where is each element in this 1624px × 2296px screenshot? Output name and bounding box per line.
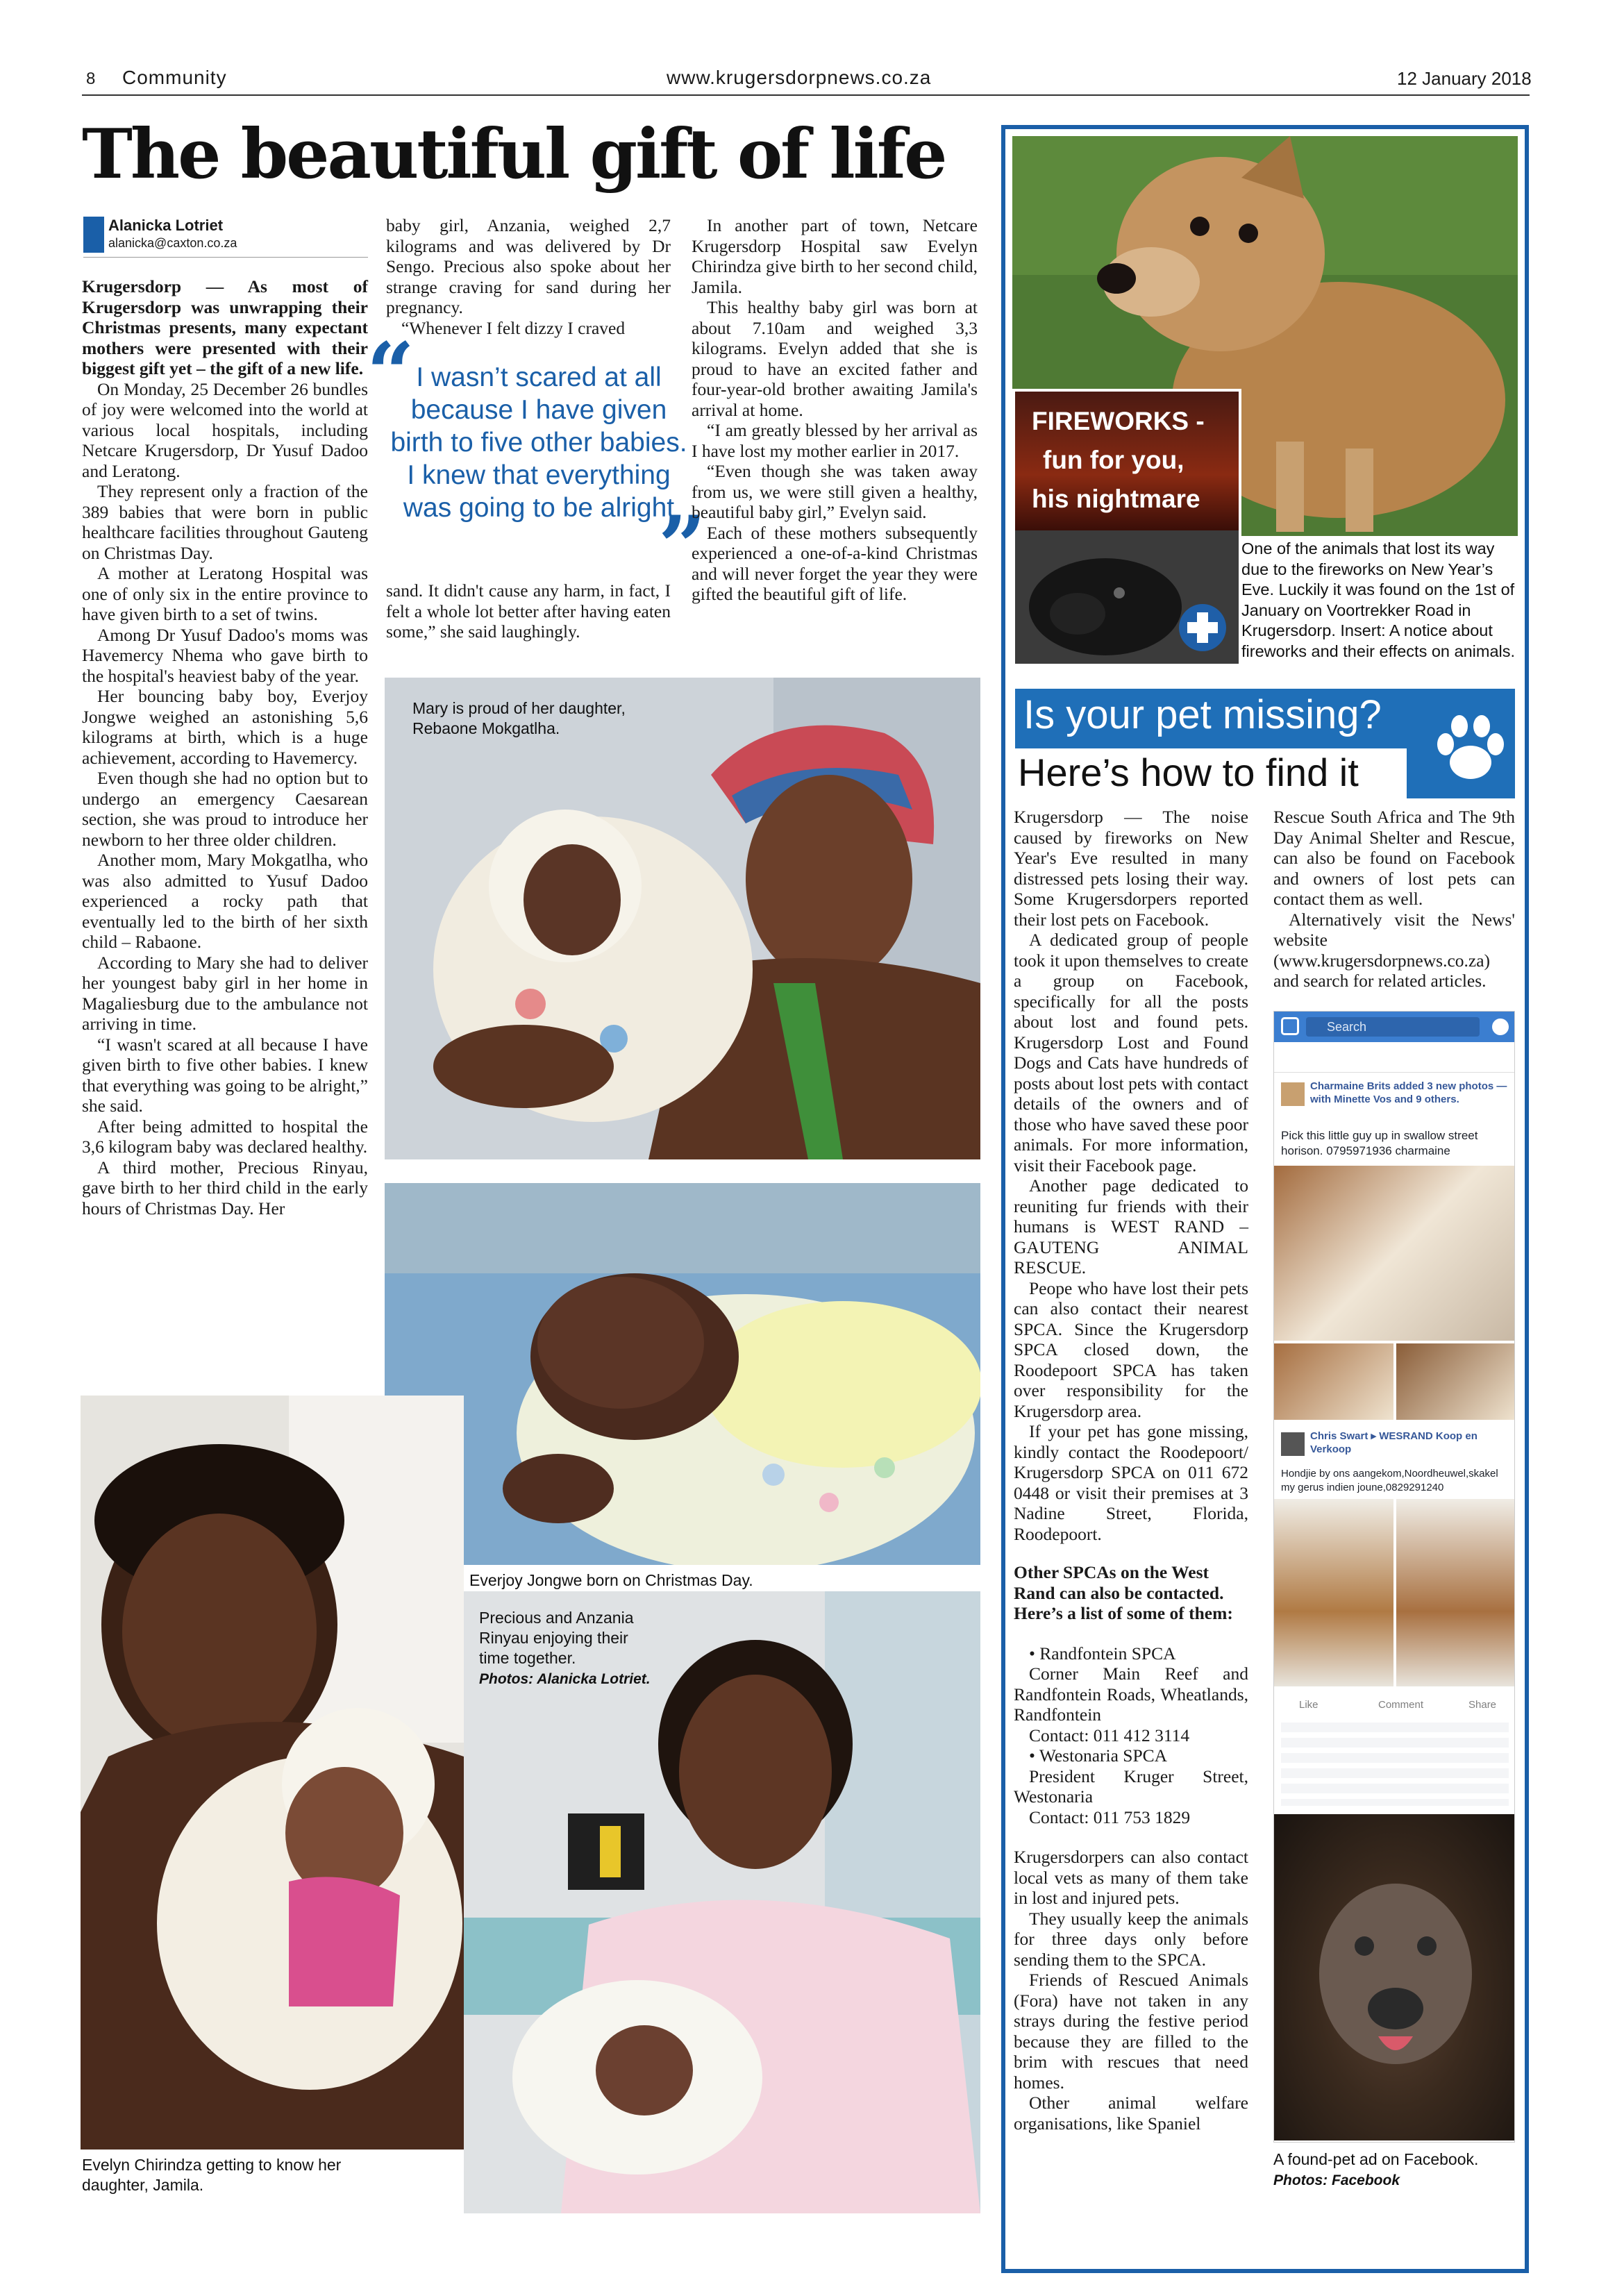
fireworks-line-2: fun for you,	[1043, 446, 1184, 474]
sidebar-col2-paragraph: Alternatively visit the News' website (www.krugersdorpnews.co.za) and search for related articles.	[1273, 909, 1515, 991]
fb-share-button[interactable]: Share	[1468, 1699, 1497, 1711]
spca-randfontein-contact: Contact: 011 412 3114	[1029, 1725, 1190, 1745]
article-col1-paragraph: They represent only a fraction of the 389 babies that were born in public healthcare facilities throughout Gauteng on Christmas Day.	[82, 481, 368, 563]
caption-everjoy: Everjoy Jongwe born on Christmas Day.	[469, 1571, 753, 1589]
banner-subtitle: Here’s how to find it	[1018, 751, 1359, 794]
caption-precious-text: Precious and Anzania Rinyau enjoying their time together.	[479, 1609, 634, 1667]
fb-post1-text: Pick this little guy up in swallow street horison. 0795971936 charmaine	[1281, 1129, 1478, 1157]
sidebar-col1-paragraph: Krugersdorp — The noise caused by fireworks on New Year's Eve resulted in many distressed pets losing their way. Some Krugersdorpers reported their lost pets on Facebook.	[1014, 807, 1248, 930]
spca-westonaria-name: • Westonaria SPCA	[1029, 1745, 1168, 1766]
article-col1-paragraph: A mother at Leratong Hospital was one of only six in the entire province to have given birth to a set of twins.	[82, 563, 368, 624]
fb-messenger-icon	[1492, 1019, 1509, 1035]
article-col1-paragraph: According to Mary she had to deliver her youngest baby girl in her home in Magaliesburg due to the ambulance not arriving in time.	[82, 952, 368, 1034]
article-col1-paragraph: Krugersdorp — As most of Krugersdorp was unwrapping their Christmas presents, many expectant mothers were presented with their biggest gift yet – the gift of a new life.	[82, 276, 368, 378]
sidebar-col1-paragraph: If your pet has gone missing, kindly contact the Roodepoort/ Krugersdorp SPCA on 011 672 0448 or visit their premises at 3 Nadine Street, Florida, Roodepoort.	[1014, 1421, 1248, 1544]
article-column-2-top	[386, 215, 671, 338]
pitbull-illustration	[1274, 1814, 1515, 2140]
caption-lost-dog: One of the animals that lost its way due to the fireworks on New Year’s Eve. Luckily it was found on the 1st of January on Voortrekker Road in Krugersdorp. Insert: A notice about fireworks and their effects on animals.	[1241, 539, 1516, 660]
fireworks-notice-inset	[1012, 389, 1241, 667]
facebook-screenshot	[1273, 1011, 1515, 2143]
sidebar-column-1	[1014, 807, 1248, 2134]
fb-photo-dog-2	[1274, 1343, 1393, 1420]
caption-fb-text: A found-pet ad on Facebook.	[1273, 2150, 1479, 2168]
article-col1-paragraph: “I wasn't scared at all because I have given birth to five other babies. I knew that everything was going to be alright,” she said.	[82, 1034, 368, 1116]
issue-date: 12 January 2018	[1397, 68, 1532, 89]
page-number: 8	[86, 69, 96, 88]
caption-fb-credit: Photos: Facebook	[1273, 2172, 1400, 2188]
fb-avatar-2	[1281, 1432, 1305, 1456]
photo-evelyn-and-jamila	[81, 1396, 464, 2150]
fb-photo-dog-4	[1274, 1499, 1393, 1686]
article-col1-paragraph: Among Dr Yusuf Dadoo's moms was Havemercy Nhema who gave birth to the hospital's heaviest baby of the year.	[82, 624, 368, 686]
article-col2-paragraph: “Whenever I felt dizzy I craved	[401, 317, 626, 338]
evelyn-photo-illustration	[81, 1396, 464, 2150]
article-column-3	[692, 215, 978, 605]
mary-photo-illustration	[385, 678, 980, 1159]
caption-mary: Mary is proud of her daughter, Rebaone Mokgatlha.	[412, 699, 626, 737]
spca-randfontein-name: • Randfontein SPCA	[1029, 1643, 1176, 1664]
sidebar-col1-end-paragraph: Other animal welfare organisations, like Spaniel	[1014, 2093, 1248, 2134]
caption-precious	[479, 1608, 653, 1689]
sidebar-col2-paragraph: Rescue South Africa and The 9th Day Animal Shelter and Rescue, can also be found on Facebook and owners of lost pets can contact them as well.	[1273, 807, 1515, 909]
article-col1-paragraph: On Monday, 25 December 26 bundles of joy were welcomed into the world at various local hospitals, including Netcare Krugersdorp, Dr Yusuf Dadoo and Leratong.	[82, 378, 368, 481]
headline: The beautiful gift of life	[82, 115, 946, 194]
pull-quote: I wasn’t scared at all because I have given birth to five other babies. I knew that everything was going to be alright	[390, 362, 687, 523]
byline-name: Alanicka Lotriet	[108, 217, 224, 234]
sidebar-col1-end-paragraph: Friends of Rescued Animals (Fora) have not taken in any strays during the festive period because they are filled to the brim with rescues that need homes.	[1014, 1970, 1248, 2093]
fireworks-line-3: his nightmare	[1032, 485, 1200, 513]
pull-quote-close-mark: ”	[658, 498, 707, 596]
byline-marker	[83, 217, 104, 253]
fb-comment-button[interactable]: Comment	[1378, 1699, 1424, 1711]
paw-print-icon	[1430, 711, 1508, 789]
fb-like-button[interactable]: Like	[1299, 1699, 1319, 1711]
photo-precious-and-anzania	[464, 1591, 980, 2213]
article-col3-paragraph: “I am greatly blessed by her arrival as I have lost my mother earlier in 2017.	[692, 420, 978, 461]
byline-rule	[83, 257, 368, 258]
fb-nav-bar	[1274, 1042, 1515, 1073]
fb-photo-dog-5	[1396, 1499, 1515, 1686]
header-rule	[82, 94, 1530, 96]
sidebar-col1-paragraph: Another page dedicated to reuniting fur friends with their humans is WEST RAND – GAUTENG ANIMAL RESCUE.	[1014, 1175, 1248, 1277]
fb-post2-name: Chris Swart ▸ WESRAND Koop en Verkoop	[1310, 1430, 1477, 1455]
sidebar-col1-end-paragraph: Krugersdorpers can also contact local vets as many of them take in lost and injured pets.	[1014, 1847, 1248, 1908]
spca-heading: Other SPCAs on the West Rand can also be contacted. Here’s a list of some of them:	[1014, 1562, 1233, 1623]
spca-westonaria-address: President Kruger Street, Westonaria	[1014, 1766, 1248, 1807]
everjoy-photo-illustration	[385, 1183, 980, 1565]
banner-title: Is your pet missing?	[1023, 692, 1382, 737]
byline-email: alanicka@caxton.co.za	[108, 236, 237, 250]
sidebar-col1-paragraph: A dedicated group of people took it upon themselves to create a group on Facebook, specifically for all the posts about lost and found pets. Krugersdorp Lost and Found Dogs and Cats have hundreds of posts about lost pets with contact details of the owners and of those who have saved these poor animals. For more information, visit their Facebook page.	[1014, 930, 1248, 1175]
sidebar-col1-paragraph: Peope who have lost their pets can also contact their nearest SPCA. Since the Krugersdorp SPCA closed down, the Roodepoort SPCA has taken over responsibility for the Krugersdorp area.	[1014, 1277, 1248, 1421]
article-col3-paragraph: This healthy baby girl was born at about 7.10am and weighed 3,3 kilograms. Evelyn added that she is proud to have an excited father and four-year-old brother awaiting Jamila's arrival at home.	[692, 297, 978, 420]
website: www.krugersdorpnews.co.za	[667, 67, 932, 88]
article-col1-paragraph: Another mom, Mary Mokgatlha, who was also admitted to Yusuf Dadoo experienced a rocky path that eventually led to the birth of her sixth child – Rabaone.	[82, 850, 368, 952]
article-col3-paragraph: “Even though she was taken away from us, we were still given a healthy, beautiful baby girl,” Evelyn said.	[692, 461, 978, 522]
photo-everjoy	[385, 1183, 980, 1565]
photo-mary-and-baby	[385, 678, 980, 1159]
caption-evelyn: Evelyn Chirindza getting to know her daughter, Jamila.	[82, 2156, 342, 2194]
fb-search-text: Search	[1327, 1020, 1367, 1034]
article-col2-paragraph: baby girl, Anzania, weighed 2,7 kilograms and was delivered by Dr Sengo. Precious also spoke about her strange craving for sand during her pregnancy.	[386, 215, 671, 317]
spca-randfontein-address: Corner Main Reef and Randfontein Roads, Wheatlands, Randfontein	[1014, 1664, 1248, 1725]
fb-post1-name: Charmaine Brits added 3 new photos — with Minette Vos and 9 others.	[1310, 1080, 1507, 1105]
pull-quote-open-mark: “	[367, 324, 415, 422]
sidebar-column-2	[1273, 807, 1515, 991]
fb-photo-dog-1	[1274, 1166, 1515, 1341]
fireworks-line-1: FIREWORKS -	[1032, 407, 1205, 435]
sidebar-col1-end-paragraph: They usually keep the animals for three days only before sending them to the SPCA.	[1014, 1908, 1248, 1970]
article-col1-paragraph: Her bouncing baby boy, Everjoy Jongwe weighed an astonishing 5,6 kilograms at birth, which is a huge achievement, according to Havemercy.	[82, 686, 368, 768]
article-column-1-body	[82, 276, 368, 1218]
article-col1-paragraph: After being admitted to hospital the 3,6 kilogram baby was declared healthy.	[82, 1116, 368, 1157]
fb-camera-icon	[1281, 1017, 1299, 1035]
caption-fb	[1273, 2150, 1515, 2190]
spca-westonaria-contact: Contact: 011 753 1829	[1029, 1807, 1191, 1827]
article-col3-paragraph: Each of these mothers subsequently experienced a one-of-a-kind Christmas and will never forget the year they were gifted the beautiful gift of life.	[692, 522, 978, 604]
fb-photo-dog-3	[1396, 1343, 1515, 1420]
sad-dog-illustration	[1015, 530, 1239, 664]
fb-post2-text: Hondjie by ons aangekom,Noordheuwel,skakel my gerus indien joune,0829291240	[1281, 1468, 1498, 1493]
article-col1-paragraph: Even though she had no option but to undergo an emergency Caesarean section, she was proud to introduce her newborn to her three older children.	[82, 768, 368, 850]
caption-precious-credit: Photos: Alanicka Lotriet.	[479, 1671, 651, 1687]
article-col1-paragraph: A third mother, Precious Rinyau, gave birth to her third child in the early hours of Christmas Day. Her	[82, 1157, 368, 1218]
section-name: Community	[122, 67, 227, 88]
fb-comment-lines	[1281, 1723, 1509, 1806]
article-column-2-bottom	[386, 580, 671, 642]
article-col3-paragraph: In another part of town, Netcare Krugersdorp Hospital saw Evelyn Chirindza give birth to her second child, Jamila.	[692, 215, 978, 297]
fb-avatar-1	[1281, 1082, 1305, 1106]
article-col2-end-paragraph: sand. It didn't cause any harm, in fact, I felt a whole lot better after having eaten some,” she said laughingly.	[386, 580, 671, 642]
